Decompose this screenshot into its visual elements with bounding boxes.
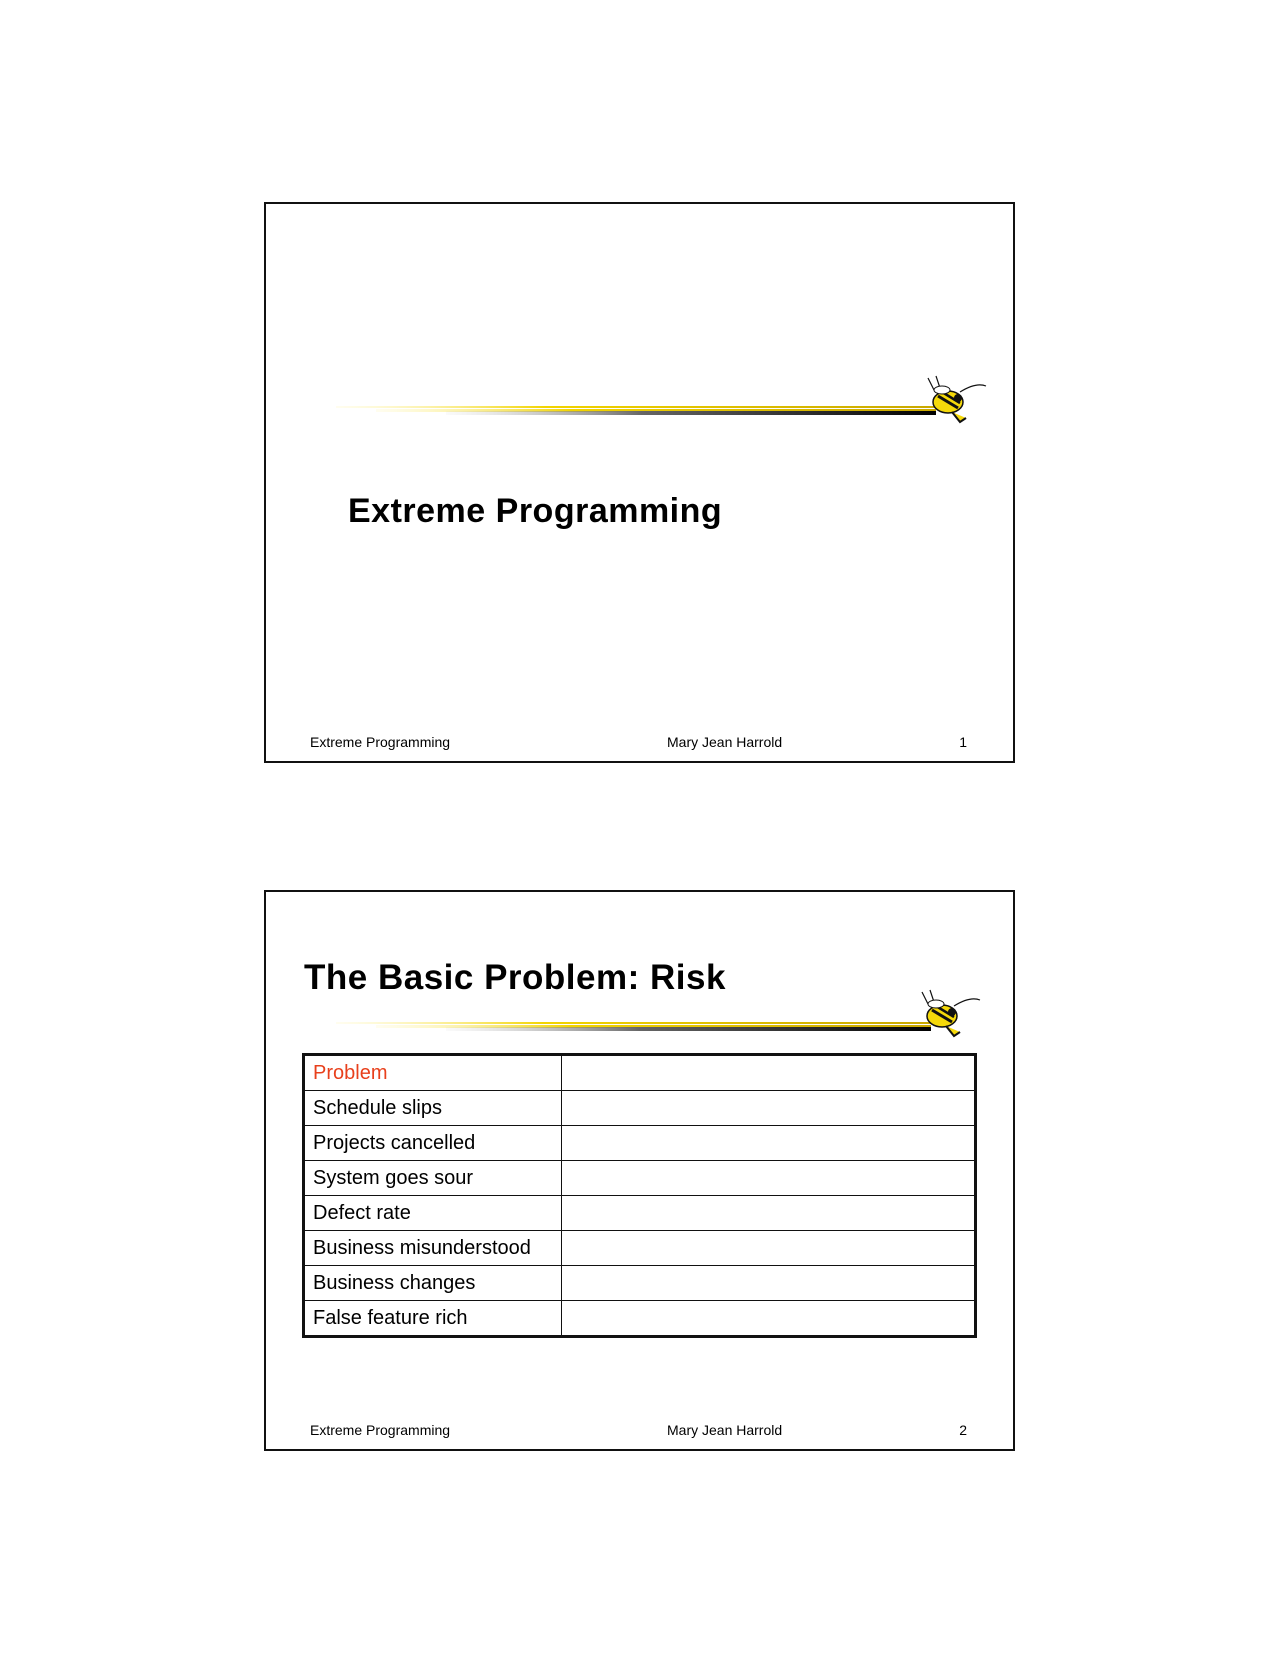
slide-title: The Basic Problem: Risk [304,958,726,997]
table-cell [562,1196,976,1231]
table-row [304,1301,976,1337]
table-header-cell: Problem [304,1055,562,1091]
table-cell [562,1301,976,1337]
table-cell: Defect rate [304,1196,562,1231]
table-row [304,1196,976,1231]
table-row [304,1161,976,1196]
table-cell: Business misunderstood [304,1231,562,1266]
table-cell [562,1266,976,1301]
table-cell [562,1231,976,1266]
footer-author: Mary Jean Harrold [667,734,783,750]
table-cell: False feature rich [304,1301,562,1337]
slide-title: Extreme Programming [348,492,723,530]
risk-table [302,1053,977,1338]
slide-2 [264,890,1015,1451]
footer-page-number: 2 [959,1422,967,1438]
table-row [304,1091,976,1126]
slide-1 [264,202,1015,763]
table-cell [562,1126,976,1161]
table-header-cell [562,1055,976,1091]
table-row [304,1266,976,1301]
table-cell: Projects cancelled [304,1126,562,1161]
footer-course: Extreme Programming [310,1422,451,1438]
table-header-row [304,1055,976,1091]
footer-author: Mary Jean Harrold [667,1422,783,1438]
footer-page-number: 1 [959,734,967,750]
table-row [304,1231,976,1266]
title-rule-decoration [336,372,986,432]
table-cell [562,1161,976,1196]
footer-course: Extreme Programming [310,734,451,750]
table-row [304,1126,976,1161]
table-cell: System goes sour [304,1161,562,1196]
title-rule-decoration [336,990,986,1050]
table-cell: Schedule slips [304,1091,562,1126]
table-cell [562,1091,976,1126]
yellow-jacket-mascot-icon [928,376,986,422]
table-cell: Business changes [304,1266,562,1301]
